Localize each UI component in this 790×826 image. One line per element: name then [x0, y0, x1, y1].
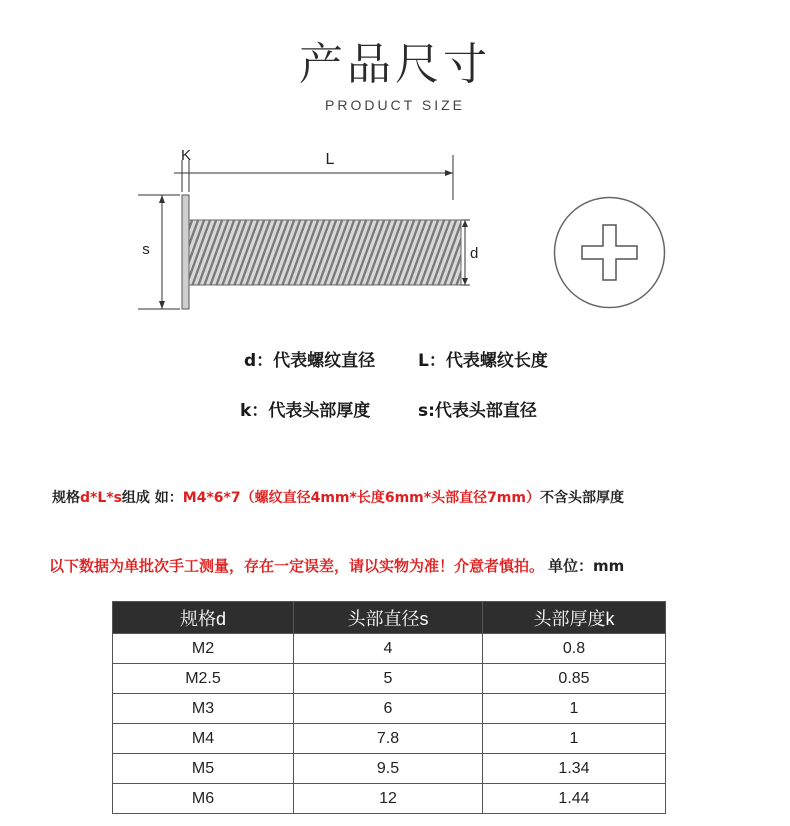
table-header-row — [113, 602, 666, 634]
page-subtitle: PRODUCT SIZE — [325, 97, 465, 113]
label-d: d — [470, 245, 479, 262]
header-head-diameter: 头部直径s — [294, 602, 483, 634]
cell-spec: M5 — [113, 754, 294, 784]
header-head-thickness: 头部厚度k — [483, 602, 666, 634]
cell-head-thickness: 1 — [483, 724, 666, 754]
legend-k-text: 代表头部厚度 — [268, 401, 371, 421]
legend-k — [240, 396, 370, 421]
legend-l — [418, 346, 548, 371]
table-row — [113, 634, 666, 664]
screw-shank — [189, 220, 461, 285]
legend-s-text: 代表头部直径 — [434, 401, 537, 421]
cell-head-diameter: 12 — [294, 784, 483, 814]
cell-head-thickness: 1.34 — [483, 754, 666, 784]
cell-spec: M2 — [113, 634, 294, 664]
cell-spec: M6 — [113, 784, 294, 814]
spec-middle: 组成 如： — [121, 490, 183, 506]
page-title: 产品尺寸 — [299, 39, 491, 90]
spec-suffix: 不含头部厚度 — [540, 490, 624, 506]
legend-s-key: s: — [418, 401, 435, 421]
cell-head-thickness: 1 — [483, 694, 666, 724]
spec-description — [52, 487, 624, 507]
cell-head-thickness: 0.8 — [483, 634, 666, 664]
legend-s — [418, 396, 537, 421]
legend-l-text: 代表螺纹长度 — [445, 351, 548, 371]
phillips-head-icon — [552, 195, 667, 310]
cell-head-thickness: 1.44 — [483, 784, 666, 814]
cell-head-diameter: 7.8 — [294, 724, 483, 754]
spec-prefix: 规格 — [52, 490, 80, 506]
table-row — [113, 724, 666, 754]
legend-d-text: 代表螺纹直径 — [273, 351, 376, 371]
table-row — [113, 754, 666, 784]
cell-head-diameter: 4 — [294, 634, 483, 664]
legend-d-key: d： — [244, 351, 274, 371]
label-l: L — [325, 151, 335, 168]
cell-head-diameter: 9.5 — [294, 754, 483, 784]
screw-diagram — [130, 140, 470, 320]
label-s: s — [142, 241, 150, 258]
table-row — [113, 694, 666, 724]
legend-k-key: k： — [240, 401, 269, 421]
cell-head-diameter: 5 — [294, 664, 483, 694]
notice-unit: 单位：mm — [548, 557, 625, 575]
cell-head-thickness: 0.85 — [483, 664, 666, 694]
cell-spec: M4 — [113, 724, 294, 754]
notice-warning: 以下数据为单批次手工测量，存在一定误差，请以实物为准！介意者慎拍。 — [49, 557, 545, 575]
cell-spec: M3 — [113, 694, 294, 724]
legend-d — [244, 346, 375, 371]
legend-l-key: L： — [418, 351, 446, 371]
label-k: K — [180, 147, 192, 164]
header-spec: 规格d — [113, 602, 294, 634]
spec-formula: d*L*s — [80, 490, 122, 506]
table-row — [113, 664, 666, 694]
table-row — [113, 784, 666, 814]
screw-head — [182, 195, 189, 309]
size-table — [112, 601, 666, 814]
spec-example: M4*6*7（螺纹直径4mm*长度6mm*头部直径7mm） — [182, 490, 540, 506]
cell-spec: M2.5 — [113, 664, 294, 694]
measurement-notice — [49, 555, 624, 576]
cell-head-diameter: 6 — [294, 694, 483, 724]
